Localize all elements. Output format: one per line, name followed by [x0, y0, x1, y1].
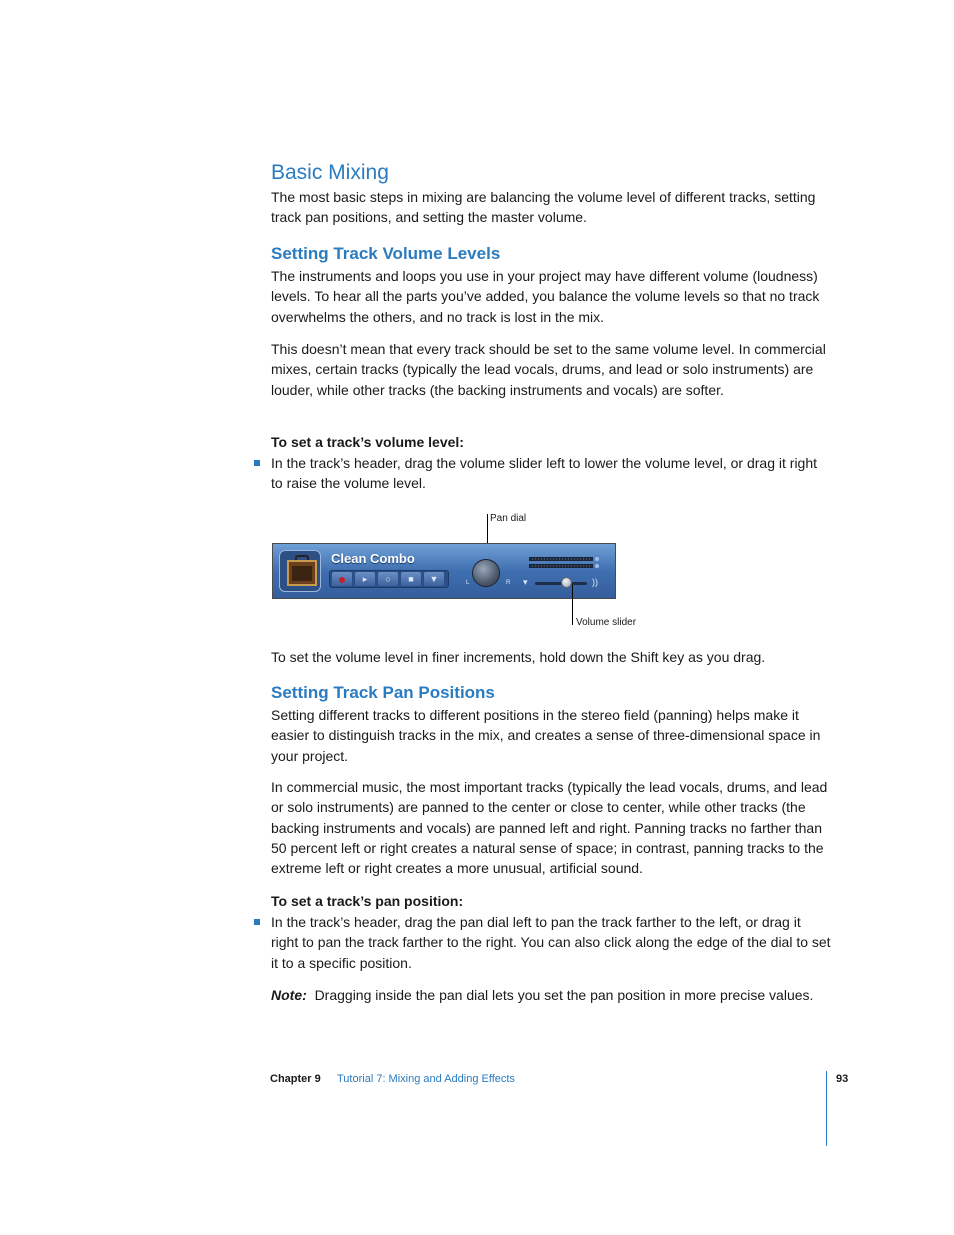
- note-text: Dragging inside the pan dial lets you set the pan position in more precise values.: [314, 987, 814, 1003]
- speaker-low-icon: ▾: [523, 577, 528, 587]
- page-number: 93: [836, 1073, 849, 1085]
- pan-dial[interactable]: [472, 559, 500, 587]
- pan-left-label: L: [466, 580, 470, 586]
- callout-volume-line: [572, 585, 573, 625]
- speaker-high-icon: )): [592, 577, 598, 587]
- finer-increments-paragraph: To set the volume level in finer increments, hold down the Shift key as you drag.: [271, 649, 766, 665]
- bullet-icon: [254, 460, 260, 466]
- pan-step: In the track’s header, drag the pan dial left to pan the track farther to the left, or drag it right to pan the track farther to the right. You can also click along the edge of the dial to set it to a specific position.: [271, 914, 831, 971]
- subsection-title-pan: Setting Track Pan Positions: [271, 683, 495, 702]
- volume-slider-knob[interactable]: [561, 577, 572, 588]
- footer-chapter: Chapter 9: [270, 1073, 321, 1085]
- note-paragraph: [271, 985, 831, 1005]
- intro-paragraph: The most basic steps in mixing are balancing the volume level of different tracks, setting track pan positions, and setting the master volume.: [271, 189, 816, 226]
- note-label: Note:: [271, 987, 307, 1003]
- track-name: Clean Combo: [331, 551, 415, 566]
- mute-icon[interactable]: ▸: [355, 572, 375, 586]
- lock-icon[interactable]: ■: [401, 572, 421, 586]
- level-meter-right: [529, 564, 593, 568]
- volume-task-heading: To set a track’s volume level:: [271, 434, 464, 450]
- volume-paragraph-1: The instruments and loops you use in your project may have different volume (loudness) levels. To hear all the parts you’ve added, you balance the volume levels so that no track overwhelms the others, and no track is lost in the mix.: [271, 268, 820, 325]
- footer-divider: [826, 1071, 827, 1146]
- footer-chapter-title: Tutorial 7: Mixing and Adding Effects: [337, 1073, 515, 1085]
- pan-right-label: R: [506, 580, 511, 586]
- volume-step: In the track’s header, drag the volume slider left to lower the volume level, or drag it right to raise the volume level.: [271, 455, 818, 492]
- level-meter-left: [529, 557, 593, 561]
- track-header[interactable]: [272, 543, 616, 599]
- subsection-title-volume: Setting Track Volume Levels: [271, 244, 501, 263]
- pan-paragraph-1: Setting different tracks to different positions in the stereo field (panning) helps make it easier to distinguish tracks in the mix, and creates a sense of three-dimensional space in your project.: [271, 707, 821, 764]
- section-title-basic-mixing: Basic Mixing: [271, 161, 389, 184]
- headphones-icon[interactable]: ○: [378, 572, 398, 586]
- triangle-down-icon[interactable]: ▼: [424, 572, 444, 586]
- volume-paragraph-2: This doesn’t mean that every track should be set to the same volume level. In commercial mixes, certain tracks (typically the lead vocals, drums, and lead or solo instruments) are louder, while other tracks (the backing instruments and vocals) are softer.: [271, 341, 826, 398]
- clip-indicator-right: [595, 564, 599, 568]
- callout-volume-slider: Volume slider: [576, 617, 637, 628]
- track-controls: [329, 570, 449, 588]
- bullet-icon: [254, 919, 260, 925]
- callout-pan-dial: Pan dial: [490, 513, 527, 524]
- record-icon[interactable]: [332, 572, 352, 586]
- clip-indicator-left: [595, 557, 599, 561]
- pan-paragraph-2: In commercial music, the most important tracks (typically the lead vocals, drums, and lead or solo instruments) are panned to the center or close to center, while other tracks (the backing instruments and vocals) are panned left and right. Panning tracks no farther than 50 percent left or right creates a natural sense of space; in contrast, panning tracks to the extreme left or right creates a more unusual, artificial sound.: [271, 779, 828, 877]
- amp-icon: [279, 550, 321, 592]
- pan-task-heading: To set a track’s pan position:: [271, 893, 464, 909]
